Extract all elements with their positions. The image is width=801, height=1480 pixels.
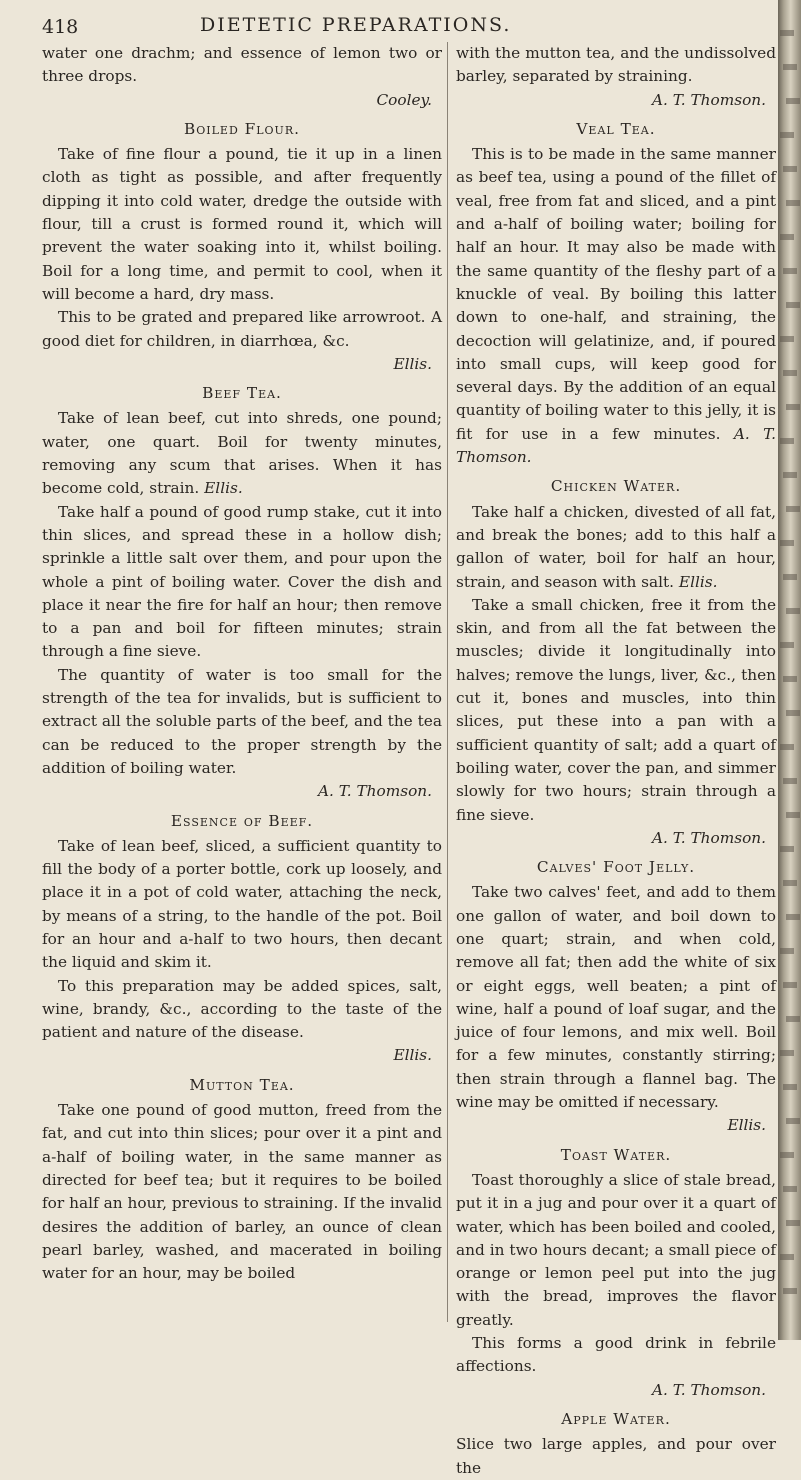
edge-ink-mark [783, 778, 797, 784]
paragraph [42, 501, 442, 664]
section-heading: Chicken Water. [550, 477, 682, 496]
attribution: A. T. Thomson. [652, 828, 766, 847]
section-heading: Essence of Beef. [170, 811, 314, 830]
paragraph-text: Toast thoroughly a slice of stale bread, put it in a jug and pour over it a quart of water, which has been boiled and cooled, and in two hours decant; a small piece of orange or lemon peel put into the jug with the bread, improves the flavor greatly. [456, 1170, 776, 1329]
section-heading: Apple Water. [561, 1409, 671, 1428]
edge-ink-mark [780, 846, 794, 852]
edge-ink-mark [786, 506, 800, 512]
edge-ink-mark [783, 982, 797, 988]
edge-ink-mark [780, 948, 794, 954]
section-heading: Toast Water. [560, 1145, 672, 1164]
paragraph [42, 1099, 442, 1285]
paragraph [456, 594, 776, 850]
paragraph-text: Take a small chicken, free it from the skin, and from all the fat between the muscles; divide it longitudinally into halves; remove the lungs, liver, &c., then cut it, bones and muscles, into thin slices, put these into a pan with a sufficient quantity of salt; add a quart of boiling water, cover the pan, and simmer slowly for two hours; strain through a fine sieve. [456, 595, 776, 824]
paragraph [42, 407, 442, 500]
paragraph [42, 42, 442, 112]
edge-ink-mark [786, 710, 800, 716]
left-column [42, 42, 442, 1285]
paragraph [456, 881, 776, 1137]
running-head: DIETETIC PREPARATIONS. [200, 14, 512, 36]
section-heading: Beef Tea. [202, 384, 282, 403]
edge-ink-mark [780, 1050, 794, 1056]
right-column [456, 42, 776, 1480]
attribution: A. T. Thomson. [318, 782, 432, 801]
edge-ink-mark [780, 1152, 794, 1158]
attribution: Ellis. [678, 572, 718, 591]
paragraph-text: Take two calves' feet, and add to them one gallon of water, and boil down to one quart; strain, and when cold, remove all fat; then add the white of six or eight eggs, well beaten; a pint of wine, half a pound of loaf sugar, and the juice of four lemons, and mix well. Boil for a few minutes, constantly stirring; then strain through a flannel bag. The wine may be omitted if necessary. [456, 883, 776, 1112]
edge-ink-mark [786, 200, 800, 206]
paragraph [42, 143, 442, 306]
paragraph-text: with the mutton tea, and the undissolved barley, separated by straining. [456, 44, 776, 86]
edge-ink-mark [780, 1254, 794, 1260]
paragraph-text: To this preparation may be added spices, salt, wine, brandy, &c., according to the taste of the patient and nature of the disease. [42, 976, 442, 1042]
attribution: Ellis. [393, 354, 432, 373]
section-heading: Calves' Foot Jelly. [536, 858, 696, 877]
edge-ink-mark [783, 880, 797, 886]
edge-ink-mark [780, 336, 794, 342]
paragraph-text: The quantity of water is too small for the strength of the tea for invalids, but is sufficient to extract all the soluble parts of the beef, and the tea can be reduced to the proper strength by the addition of boiling water. [42, 665, 442, 777]
edge-ink-mark [783, 1288, 797, 1294]
paragraph-text: Take of lean beef, sliced, a sufficient quantity to fill the body of a porter bottle, cork up loosely, and place it in a pot of cold water, attaching the neck, by means of a string, to the handle of the pot. Boil for an hour and a-half to two hours, then decant the liquid and skim it. [42, 836, 442, 972]
edge-ink-mark [780, 540, 794, 546]
edge-ink-mark [786, 1118, 800, 1124]
edge-ink-mark [783, 1186, 797, 1192]
paragraph-text: Take half a pound of good rump stake, cut it into thin slices, and spread these in a hollow dish; sprinkle a little salt over them, and pour upon the whole a pint of boiling water. Cover the dish and place it near the fire for half an hour; then remove to a pan and boil for fifteen minutes; strain through a fine sieve. [42, 502, 442, 661]
page-number: 418 [42, 16, 79, 38]
attribution: Ellis. [204, 479, 243, 498]
adjacent-page-edge [778, 0, 801, 1340]
edge-ink-mark [783, 268, 797, 274]
attribution: A. T. Thomson. [652, 90, 766, 109]
edge-ink-mark [783, 64, 797, 70]
edge-ink-mark [783, 1084, 797, 1090]
paragraph [456, 1332, 776, 1402]
paragraph [42, 306, 442, 376]
edge-ink-mark [780, 132, 794, 138]
paragraph [456, 42, 776, 112]
paragraph [42, 835, 442, 975]
paragraph-text: water one drachm; and essence of lemon two or three drops. [42, 44, 442, 86]
edge-ink-mark [786, 608, 800, 614]
paragraph-text: This to be grated and prepared like arrowroot. A good diet for children, in diarrhœa, &c. [42, 308, 442, 350]
edge-ink-mark [786, 404, 800, 410]
edge-ink-mark [780, 642, 794, 648]
attribution: A. T. Thomson. [456, 424, 776, 467]
paragraph [456, 501, 776, 594]
section-heading: Boiled Flour. [184, 119, 300, 138]
paragraph-text: This is to be made in the same manner as beef tea, using a pound of the fillet of veal, free from fat and sliced, and a pint and a-half of boiling water; boiling for half an hour. It may also be made with the same quantity of the fleshy part of a knuckle of veal. By boiling this latter down to one-half, and straining, the decoction will gelatinize, and, if poured into small cups, will keep good for several days. By the addition of an equal quantity of boiling water to this jelly, it is fit for use in a few minutes. [456, 145, 776, 443]
attribution: Ellis. [727, 1116, 766, 1135]
paragraph [456, 1169, 776, 1332]
edge-ink-mark [786, 302, 800, 308]
paragraph-text: Take half a chicken, divested of all fat, and break the bones; add to this half a gallon of water, boil for half an hour, strain, and season with salt. [456, 502, 776, 591]
edge-ink-mark [783, 166, 797, 172]
edge-ink-mark [783, 370, 797, 376]
edge-ink-mark [783, 574, 797, 580]
edge-ink-mark [786, 98, 800, 104]
edge-ink-mark [786, 1220, 800, 1226]
paragraph-text: Take of fine flour a pound, tie it up in a linen cloth as tight as possible, and after frequently dipping it into cold water, dredge the outside with flour, till a crust is formed round it, which will prevent the water soaking into it, whilst boiling. Boil for a long time, and permit to cool, when it will become a hard, dry mass. [42, 145, 442, 303]
column-divider [447, 42, 448, 1322]
edge-ink-mark [783, 472, 797, 478]
edge-ink-mark [786, 914, 800, 920]
attribution: A. T. Thomson. [652, 1380, 766, 1399]
paragraph-text: Take of lean beef, cut into shreds, one pound; water, one quart. Boil for twenty minutes, removing any scum that arises. When it has become cold, strain. [42, 409, 442, 498]
edge-ink-mark [783, 676, 797, 682]
paragraph-text: This forms a good drink in febrile affections. [456, 1334, 776, 1376]
paragraph [42, 664, 442, 804]
edge-ink-mark [786, 1016, 800, 1022]
paragraph-text: Slice two large apples, and pour over the [456, 1435, 776, 1477]
attribution: Cooley. [376, 90, 432, 109]
paragraph [456, 1433, 776, 1480]
paragraph [456, 143, 776, 469]
paragraph [42, 975, 442, 1068]
edge-ink-mark [786, 812, 800, 818]
edge-ink-mark [780, 438, 794, 444]
edge-ink-mark [780, 744, 794, 750]
edge-ink-mark [780, 30, 794, 36]
section-heading: Veal Tea. [576, 119, 656, 138]
section-heading: Mutton Tea. [189, 1075, 295, 1094]
attribution: Ellis. [393, 1046, 432, 1065]
paragraph-text: Take one pound of good mutton, freed from the fat, and cut into thin slices; pour over it a pint and a-half of boiling water, in the same manner as directed for beef tea; but it requires to be boiled for half an hour, previous to straining. If the invalid desires the addition of barley, an ounce of clean pearl barley, washed, and macerated in boiling water for an hour, may be boiled [42, 1101, 442, 1283]
edge-ink-mark [780, 234, 794, 240]
